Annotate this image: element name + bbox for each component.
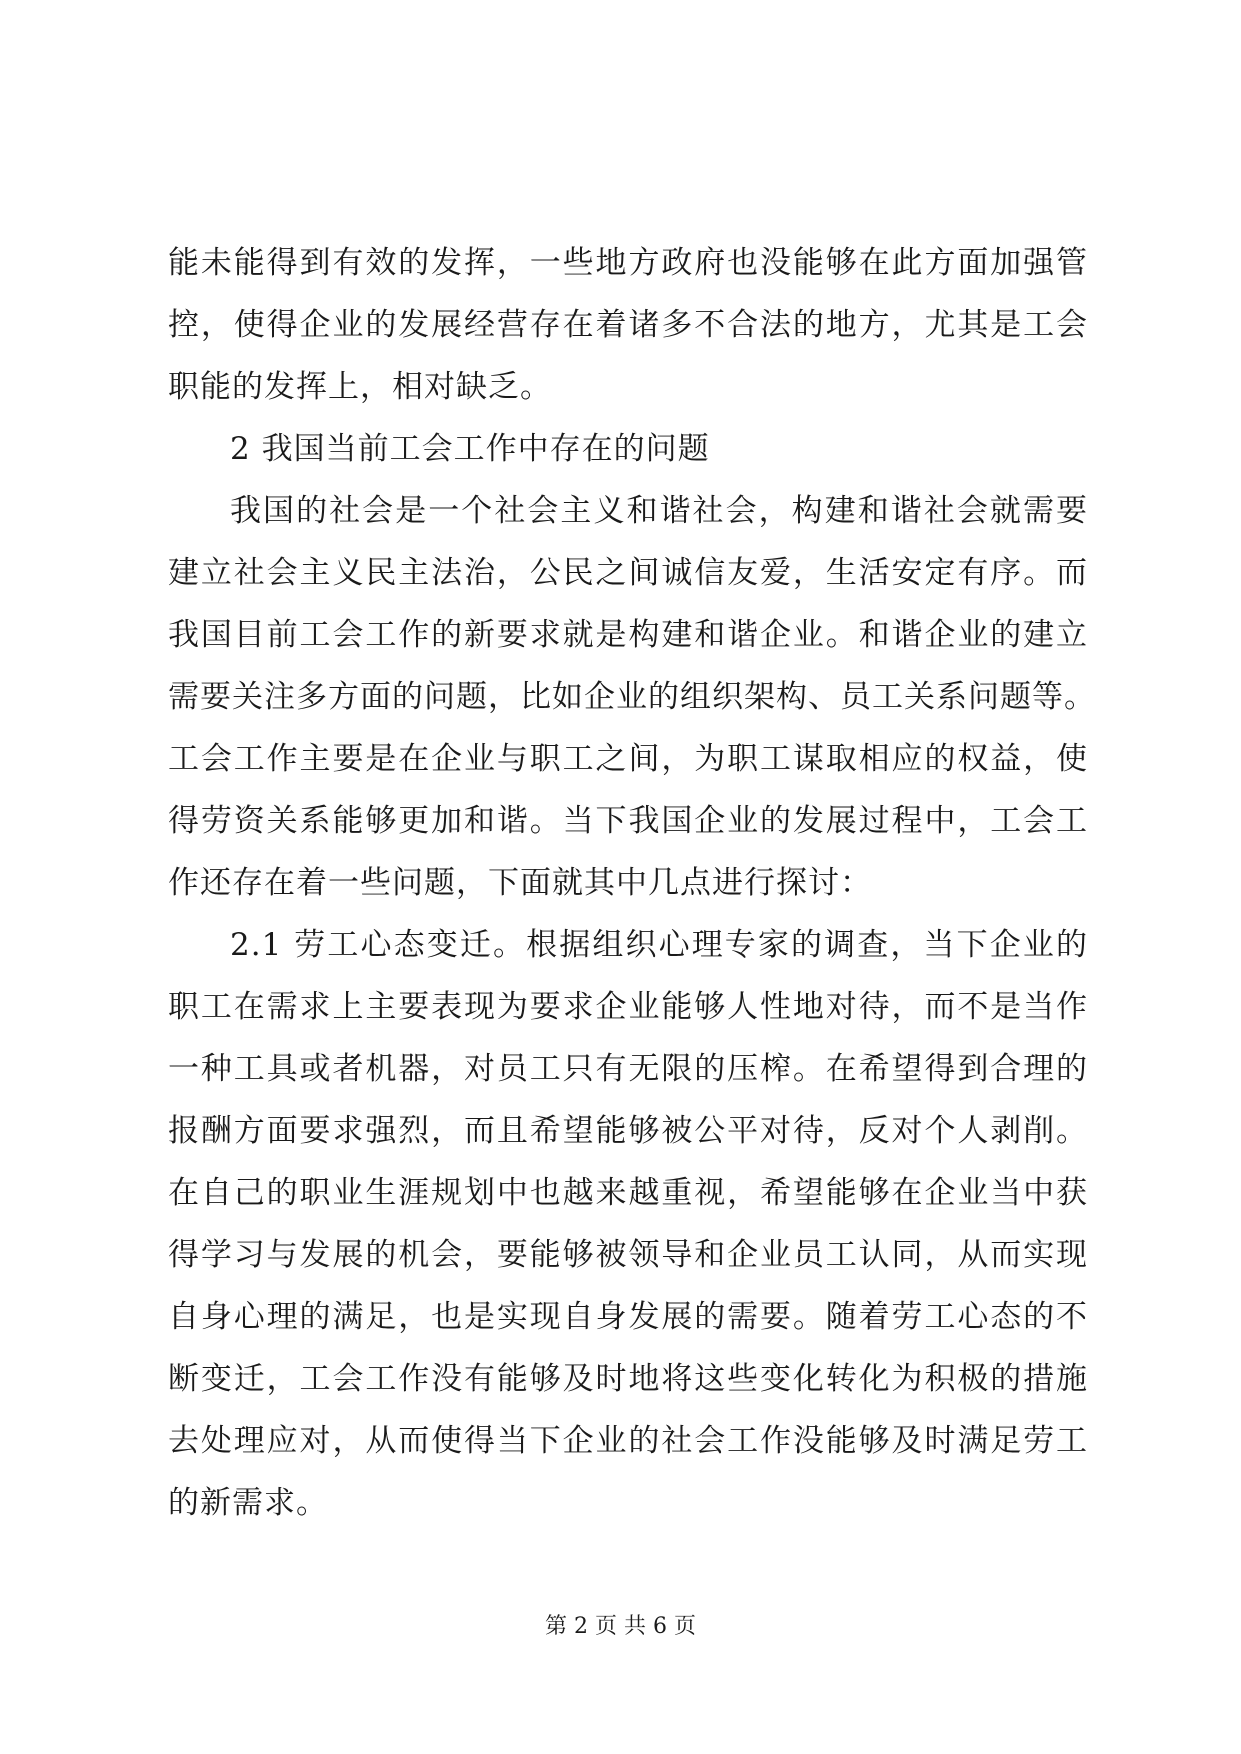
- text-line: 控，使得企业的发展经营存在着诸多不合法的地方，尤其是工会: [168, 307, 1088, 343]
- text-line: 职能的发挥上，相对缺乏。: [168, 369, 552, 405]
- text-line: 在自己的职业生涯规划中也越来越重视，希望能够在企业当中获: [168, 1175, 1088, 1211]
- subsection-line: 2.1 劳工心态变迁。根据组织心理专家的调查，当下企业的: [230, 927, 1088, 963]
- page-number: 第 2 页 共 6 页: [545, 1614, 696, 1639]
- text-line: 我国目前工会工作的新要求就是构建和谐企业。和谐企业的建立: [168, 617, 1088, 653]
- text-line: 报酬方面要求强烈，而且希望能够被公平对待，反对个人剥削。: [168, 1113, 1088, 1149]
- body-text: [168, 232, 1096, 1534]
- text-line: 我国的社会是一个社会主义和谐社会，构建和谐社会就需要: [230, 493, 1088, 529]
- text-line: 去处理应对，从而使得当下企业的社会工作没能够及时满足劳工: [168, 1423, 1088, 1459]
- text-line: 的新需求。: [168, 1485, 328, 1521]
- text-line: 得劳资关系能够更加和谐。当下我国企业的发展过程中，工会工: [168, 803, 1088, 839]
- text-line: 能未能得到有效的发挥，一些地方政府也没能够在此方面加强管: [168, 245, 1088, 281]
- text-line: 建立社会主义民主法治，公民之间诚信友爱，生活安定有序。而: [168, 555, 1088, 591]
- text-line: 职工在需求上主要表现为要求企业能够人性地对待，而不是当作: [168, 989, 1088, 1025]
- text-line: 作还存在着一些问题，下面就其中几点进行探讨：: [168, 865, 872, 901]
- page-footer: [0, 1612, 1241, 1642]
- text-line: 得学习与发展的机会，要能够被领导和企业员工认同，从而实现: [168, 1237, 1088, 1273]
- section-heading: 2 我国当前工会工作中存在的问题: [230, 431, 710, 467]
- text-line: 工会工作主要是在企业与职工之间，为职工谋取相应的权益，使: [168, 741, 1088, 777]
- text-line: 一种工具或者机器，对员工只有无限的压榨。在希望得到合理的: [168, 1051, 1088, 1087]
- text-line: 断变迁，工会工作没有能够及时地将这些变化转化为积极的措施: [168, 1361, 1088, 1397]
- text-line: 需要关注多方面的问题，比如企业的组织架构、员工关系问题等。: [168, 679, 1096, 715]
- text-line: 自身心理的满足，也是实现自身发展的需要。随着劳工心态的不: [168, 1299, 1088, 1335]
